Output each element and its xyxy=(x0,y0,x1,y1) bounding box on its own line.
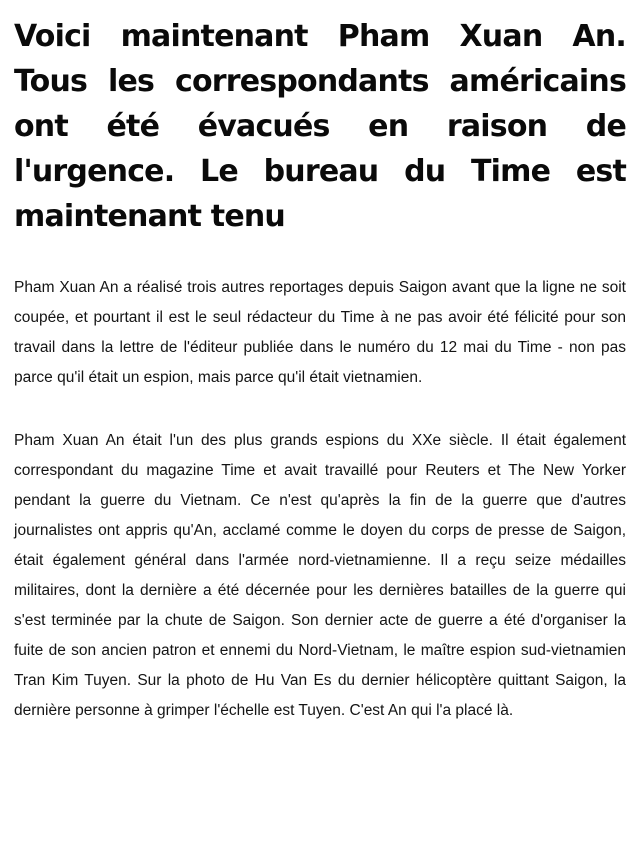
article-paragraph-1: Pham Xuan An a réalisé trois autres reportages depuis Saigon avant que la ligne ne soit coupée, et pourtant il est le seul rédacteur du Time à ne pas avoir été félicité pour son travail dans la lettre de l'éditeur publiée dans le numéro du 12 mai du Time - non pas parce qu'il était un espion, mais parce qu'il était vietnamien. xyxy=(14,279,626,386)
article-headline: Voici maintenant Pham Xuan An. Tous les correspondants américains ont été évacués en raison de l'urgence. Le bureau du Time est maintenant tenu xyxy=(14,19,626,234)
article-paragraph-2: Pham Xuan An était l'un des plus grands espions du XXe siècle. Il était également correspondant du magazine Time et avait travaillé pour Reuters et The New Yorker pendant la guerre du Vietnam. Ce n'est qu'après la fin de la guerre que d'autres journalistes ont appris qu'An, acclamé comme le doyen du corps de presse de Saigon, était également général dans l'armée nord-vietnamienne. Il a reçu seize médailles militaires, dont la dernière a été décernée pour les dernières batailles de la guerre qui s'est terminée par la chute de Saigon. Son dernier acte de guerre a été d'organiser la fuite de son ancien patron et ennemi du Nord-Vietnam, le maître espion sud-vietnamien Tran Kim Tuyen. Sur la photo de Hu Van Es du dernier hélicoptère quittant Saigon, la dernière personne à grimper l'échelle est Tuyen. C'est An qui l'a placé là. xyxy=(14,432,626,719)
